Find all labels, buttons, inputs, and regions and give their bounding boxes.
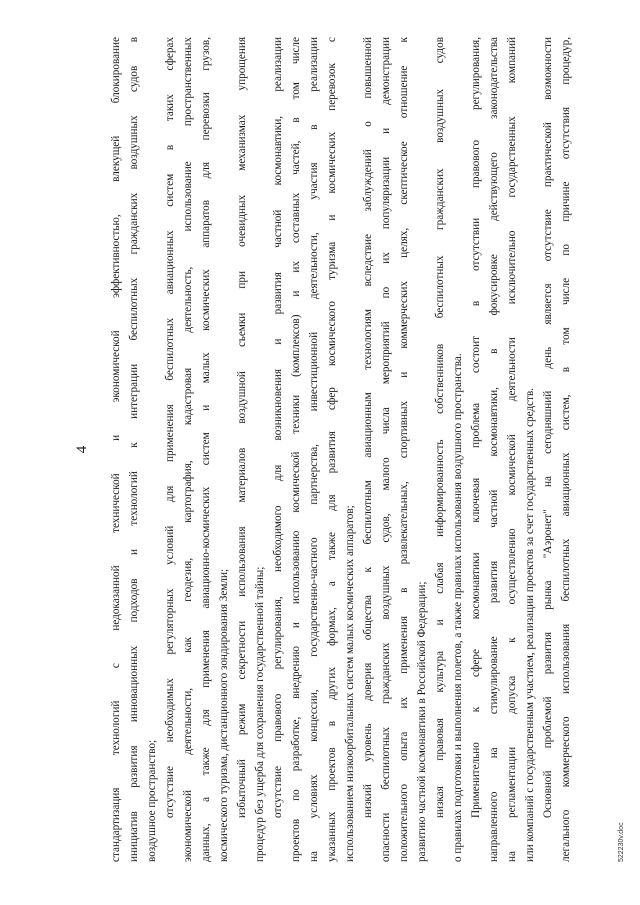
text-line: указанных проектов в других формах, а также для развития сфер космического туризма и космических перевозок с [326, 37, 338, 862]
rotated-text-block [74, 37, 625, 862]
text-line: низкая правовая культура и слабая информированность собственников беспилотных гражданских воздушных судов [434, 37, 446, 818]
text-line: развитию частной космонавтики в Российской Федерации; [416, 581, 428, 862]
text-line: или компаний с государственным участием, реализации проектов за счет государственных средств. [524, 387, 536, 862]
text-line: избыточный режим секретности использования материалов воздушной съемки при очевидных механизмах упрощения [236, 37, 248, 818]
text-line: отсутствие правового регулирования, необходимого для возникновения и развития частной космонавтики, реализации [272, 37, 284, 818]
text-line: легального коммерческого использования беспилотных авиационных систем, в том числе по причине отсутствия процедур, [560, 37, 572, 862]
file-id: 522230v.doc [618, 822, 625, 862]
text-line: воздушное пространство; [146, 739, 158, 862]
text-line: Основной проблемой развития рынка "Аэронет" на сегодняшний день является отсутствие практической возможности [542, 37, 554, 818]
text-line: направленного на стимулирование развития частной космонавтики, в фокусировке действующего законодательства [488, 37, 500, 862]
text-line: о правилах подготовки и выполнения полетов, а также правилах использования воздушного пространства. [452, 353, 464, 862]
text-line: стандартизация технологий с недоказанной технической и экономической эффективностью, влекущей блокирование [110, 37, 122, 862]
text-line: опасности беспилотных гражданских воздушных судов, малого числа мероприятий по их популяризации и демонстрации [380, 37, 392, 862]
text-line: инициатив развития инновационных подходов и технологий к интеграции беспилотных гражданских воздушных судов в [128, 37, 140, 862]
text-line: положительного опыта их применения в развлекательных, спортивных и коммерческих целях, скептическое отношение к [398, 37, 410, 862]
page-number: 4 [74, 445, 90, 454]
text-line: на регламентации допуска к осуществлению космической деятельности исключительно государственных компаний [506, 37, 518, 862]
text-line: низкий уровень доверия общества к беспилотным авиационным технологиям вследствие заблуждений о повышенной [362, 37, 374, 818]
text-line: использованием низкоорбитальных систем малых космических аппаратов; [344, 505, 356, 862]
text-line: космического туризма, дистанционного зондирования Земли; [218, 568, 230, 862]
text-line: процедур без ущерба для сохранения государственной тайны; [254, 566, 266, 862]
text-line: Применительно к сфере космонавтики ключевая проблема состоит в отсутствии правового регулирования, [470, 37, 482, 818]
text-line: экономической деятельности, как геодезия, картография, кадастровая деятельность, использование пространственных [182, 37, 194, 862]
text-line: данных, а также для применения авиационно-космических систем и малых космических аппаратов для перевозки грузов, [200, 37, 212, 862]
text-line: на условиях концессии, государственно-частного партнерства, инвестиционной деятельности, участия в реализации [308, 37, 320, 862]
text-line: отсутствие необходимых регуляторных условий для применения беспилотных авиационных систем в таких сферах [164, 37, 176, 818]
text-line: проектов по разработке, внедрению и использованию космической техники (комплексов) и их составных частей, в том числе [290, 37, 302, 862]
